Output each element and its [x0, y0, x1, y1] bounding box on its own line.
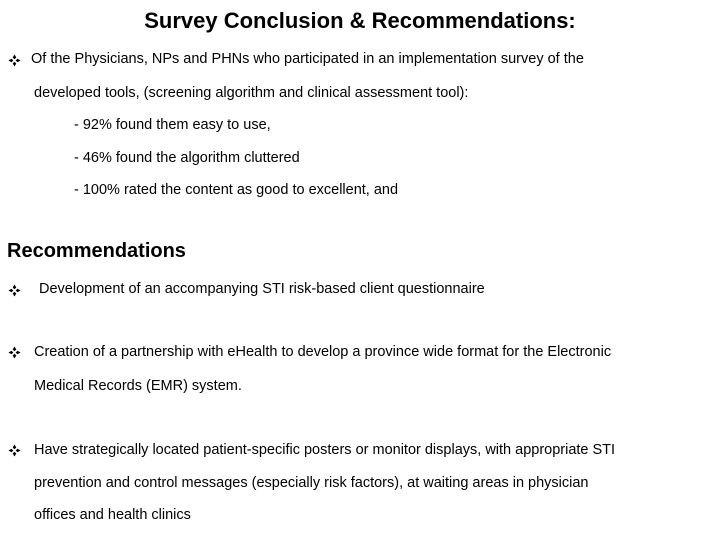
conclusion-intro-line1: Of the Physicians, NPs and PHNs who participated in an implementation survey of the	[31, 51, 584, 67]
recommendation-item-line: offices and health clinics	[34, 507, 191, 523]
recommendation-item-line: Have strategically located patient-specific posters or monitor displays, with appropriate STI	[34, 442, 616, 458]
recommendation-item-line: prevention and control messages (especially risk factors), at waiting areas in physician	[34, 475, 589, 491]
page-title: Survey Conclusion & Recommendations:	[144, 8, 576, 33]
diamond-bullet-icon	[8, 284, 21, 297]
diamond-bullet-icon	[8, 444, 21, 457]
conclusion-intro-line2: developed tools, (screening algorithm and clinical assessment tool):	[34, 85, 469, 101]
recommendation-item-line: Development of an accompanying STI risk-based client questionnaire	[39, 281, 485, 297]
diamond-bullet-icon	[8, 54, 21, 67]
recommendation-item-line: Creation of a partnership with eHealth to develop a province wide format for the Electronic	[34, 344, 612, 360]
recommendations-heading: Recommendations	[7, 240, 186, 262]
recommendation-item-line: Medical Records (EMR) system.	[34, 378, 242, 394]
diamond-bullet-icon	[8, 346, 21, 359]
conclusion-item: - 92% found them easy to use,	[74, 117, 271, 133]
conclusion-item: - 46% found the algorithm cluttered	[74, 150, 300, 166]
conclusion-item: - 100% rated the content as good to excellent, and	[74, 182, 399, 198]
